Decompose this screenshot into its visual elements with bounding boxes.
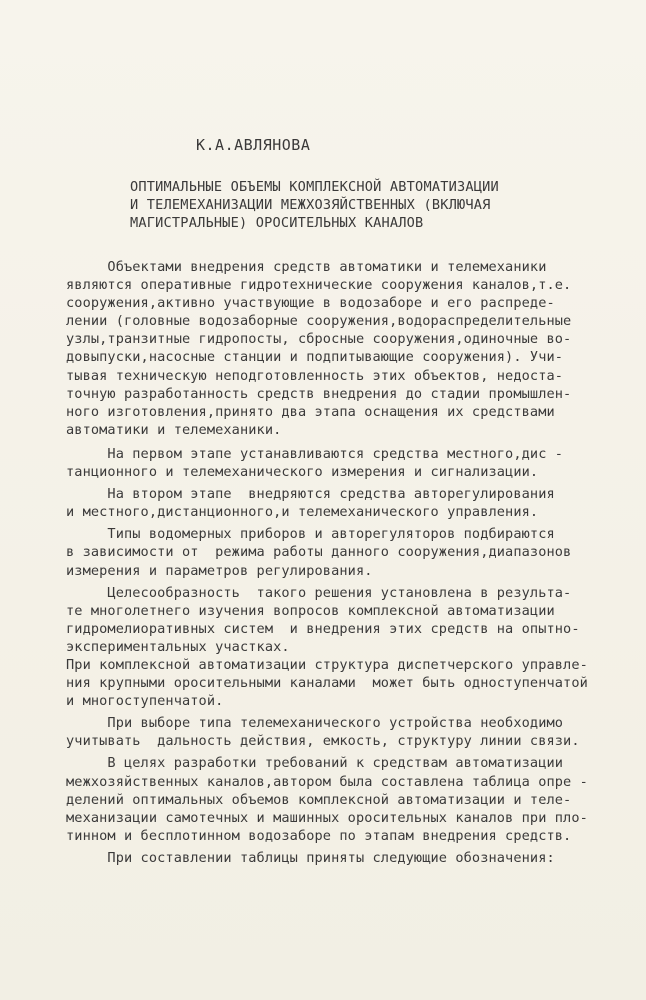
paragraph-line: лении (головные водозаборные сооружения,водораспределительные xyxy=(66,313,572,330)
paragraph-line: делений оптимальных объемов комплексной автоматизации и теле- xyxy=(66,791,572,808)
paragraph-line: На втором этапе внедряются средства авторегулирования xyxy=(66,486,555,503)
paragraph-line: ного изготовления,принято два этапа оснащения их средствами xyxy=(66,403,555,420)
paragraph-line: те многолетнего изучения вопросов комплексной автоматизации xyxy=(66,602,555,619)
document-title xyxy=(130,178,550,232)
paragraph-line: тывая техническую неподготовленность этих объектов, недоста- xyxy=(66,367,564,384)
paragraph-line: ния крупными оросительными каналами может быть одноступенчатой xyxy=(66,675,588,692)
paragraph-line: довыпуски,насосные станции и подпитывающие сооружения). Учи- xyxy=(66,349,564,366)
paragraph-line: и местного,дистанционного,и телемеханического управления. xyxy=(66,504,539,521)
paragraph-line: Целесообразность такого решения установлена в результа- xyxy=(66,584,572,601)
title-line: ОПТИМАЛЬНЫЕ ОБЪЕМЫ КОМПЛЕКСНОЙ АВТОМАТИЗАЦИИ xyxy=(130,179,499,195)
paragraph-line: танционного и телемеханического измерения и сигнализации. xyxy=(66,464,539,481)
paragraph-line: учитывать дальность действия, емкость, структуру линии связи. xyxy=(66,733,580,750)
paragraph-line: сооружения,активно участвующие в водозаборе и его распреде- xyxy=(66,295,555,312)
paragraph-line: межхозяйственных каналов,автором была составлена таблица опре - xyxy=(66,773,588,790)
paragraph-line: Типы водомерных приборов и авторегуляторов подбираются xyxy=(66,526,555,543)
paragraph-line: В целях разработки требований к средствам автоматизации xyxy=(66,755,564,772)
paragraph-line: в зависимости от режима работы данного сооружения,диапазонов xyxy=(66,544,572,561)
body-text xyxy=(66,258,626,867)
title-line: МАГИСТРАЛЬНЫЕ) ОРОСИТЕЛЬНЫХ КАНАЛОВ xyxy=(130,215,424,231)
paragraph-line: узлы,транзитные гидропосты, сбросные сооружения,одиночные во- xyxy=(66,331,572,348)
paragraph-line: являются оперативные гидротехнические сооружения каналов,т.е. xyxy=(66,277,572,294)
paragraph-line: тинном и бесплотинном водозаборе по этапам внедрения средств. xyxy=(66,827,572,844)
paragraph-line: Объектами внедрения средств автоматики и телемеханики xyxy=(66,259,547,275)
paragraph-line: На первом этапе устанавливаются средства местного,дис - xyxy=(66,445,564,462)
paragraph-line: и многоступенчатой. xyxy=(66,693,224,710)
paragraph-line: гидромелиоративных систем и внедрения этих средств на опытно- xyxy=(66,620,580,637)
paragraph-line: измерения и параметров регулирования. xyxy=(66,562,373,579)
author-name: К.А.АВЛЯНОВА xyxy=(196,136,311,154)
title-line: И ТЕЛЕМЕХАНИЗАЦИИ МЕЖХОЗЯЙСТВЕННЫХ (ВКЛЮЧАЯ xyxy=(130,197,491,213)
paragraph-line: точную разработанность средств внедрения до стадии промышлен- xyxy=(66,385,572,402)
paragraph-line: экспериментальных участках. xyxy=(66,638,290,655)
paragraph-line: При выборе типа телемеханического устройства необходимо xyxy=(66,715,564,732)
paragraph-line: При составлении таблицы приняты следующие обозначения: xyxy=(66,849,555,866)
paragraph-line: При комплексной автоматизации структура диспетчерского управле- xyxy=(66,656,588,673)
paragraph-line: автоматики и телемеханики. xyxy=(66,421,282,438)
paragraph-line: механизации самотечных и машинных оросительных каналов при пло- xyxy=(66,809,588,826)
